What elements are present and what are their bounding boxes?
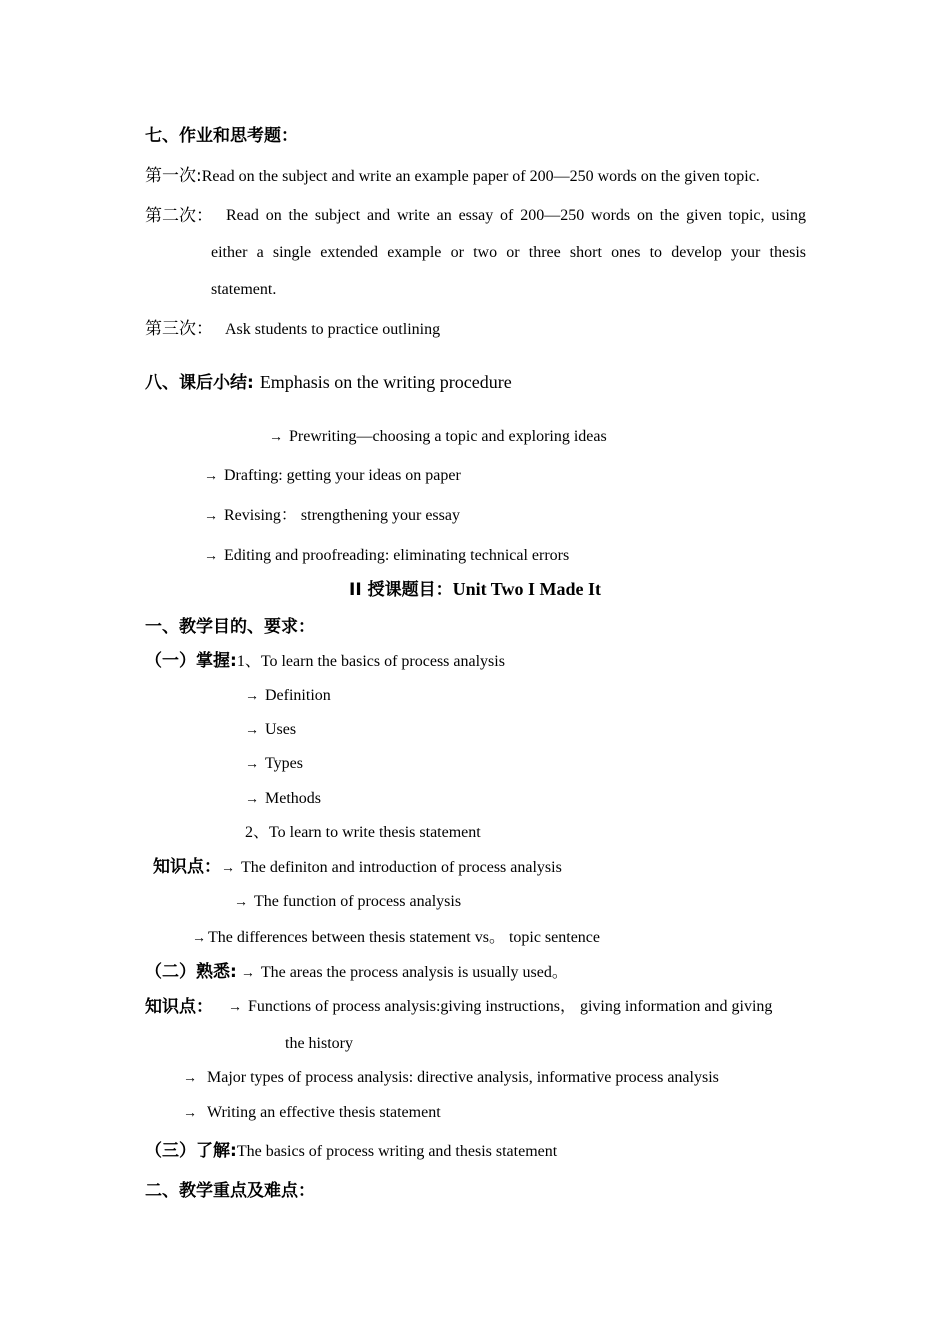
familiar-knowledge3: → Writing an effective thesis statement (183, 1103, 441, 1124)
arrow-icon: → (234, 895, 248, 910)
familiar-knowledge1: → Functions of process analysis:giving instructions， giving information and giving (228, 997, 806, 1018)
arrow-icon: → (245, 792, 259, 807)
arrow-icon: → (192, 931, 206, 946)
arrow-icon: → (204, 549, 218, 564)
arrow-icon: → (245, 723, 259, 738)
homework-first-label: 第一次: (145, 166, 202, 186)
familiar-label: （二）熟悉: (145, 962, 237, 982)
subitem-definition: → Definition (245, 686, 331, 707)
subitem-methods: → Methods (245, 789, 321, 810)
summary-heading-label: 八、课后小结: (145, 373, 254, 393)
summary-item-revising: → Revising： strengthening your essay (204, 506, 460, 527)
homework-second-line1: Read on the subject and write an essay of 200—250 words on the given topic, using (226, 207, 806, 224)
master-label: （一）掌握: (145, 651, 237, 671)
homework-second-label: 第二次： (145, 206, 213, 226)
summary-item-drafting: → Drafting: getting your ideas on paper (204, 466, 461, 487)
homework-third-label: 第三次： (145, 319, 213, 339)
master-item2: 2、To learn to write thesis statement (245, 824, 481, 841)
master-item1: 1、To learn the basics of process analysis (236, 653, 505, 670)
homework-third-text: Ask students to practice outlining (225, 321, 441, 338)
summary-item-editing: → Editing and proofreading: eliminating technical errors (204, 546, 569, 567)
summary-item-prewriting: → Prewriting—choosing a topic and exploring ideas (269, 427, 607, 448)
unit-title-prefix: II 授课题目： (349, 580, 453, 600)
arrow-icon: → (183, 1106, 197, 1121)
subitem-types: → Types (245, 754, 303, 775)
knowledge-line3: → The differences between thesis statement vs。 topic sentence (192, 928, 600, 949)
homework-heading: 七、作业和思考题： (145, 126, 298, 146)
arrow-icon: → (204, 469, 218, 484)
understand-line: （三）了解:The basics of process writing and thesis statement (145, 1141, 558, 1161)
understand-label: （三）了解: (145, 1141, 237, 1161)
homework-second-line3: statement. (211, 281, 277, 298)
familiar-knowledge1-cont: the history (285, 1035, 353, 1052)
subitem-uses: → Uses (245, 720, 296, 741)
keypoints-heading: 二、教学重点及难点： (145, 1181, 315, 1201)
arrow-icon: → (221, 861, 235, 876)
homework-first (145, 166, 760, 187)
arrow-icon: → (228, 1000, 242, 1015)
knowledge-label: 知识点： (153, 857, 221, 877)
homework-second-line2: either a single extended example or two or three short ones to develop your thesis (211, 244, 806, 261)
knowledge-line2: → The function of process analysis (234, 892, 461, 913)
arrow-icon: → (245, 757, 259, 772)
homework-third (145, 319, 440, 340)
unit-title (0, 579, 950, 600)
unit-title-text: Unit Two I Made It (452, 579, 601, 599)
homework-first-text: Read on the subject and write an example paper of 200—250 words on the given topic. (201, 168, 760, 185)
summary-heading-text: Emphasis on the writing procedure (259, 372, 512, 392)
master-line (145, 651, 505, 672)
arrow-icon: → (245, 689, 259, 704)
knowledge-line1: 知识点：→ The definiton and introduction of process analysis (153, 857, 562, 877)
familiar-line: （二）熟悉: → The areas the process analysis is usually used。 (145, 962, 568, 982)
arrow-icon: → (240, 966, 255, 981)
arrow-icon: → (183, 1071, 197, 1086)
familiar-knowledge-label: 知识点： (145, 997, 213, 1017)
arrow-icon: → (269, 430, 283, 445)
arrow-icon: → (204, 509, 218, 524)
summary-heading (145, 372, 512, 394)
familiar-knowledge2: → Major types of process analysis: directive analysis, informative process analysis (183, 1068, 719, 1089)
objectives-heading: 一、教学目的、要求： (145, 617, 315, 637)
